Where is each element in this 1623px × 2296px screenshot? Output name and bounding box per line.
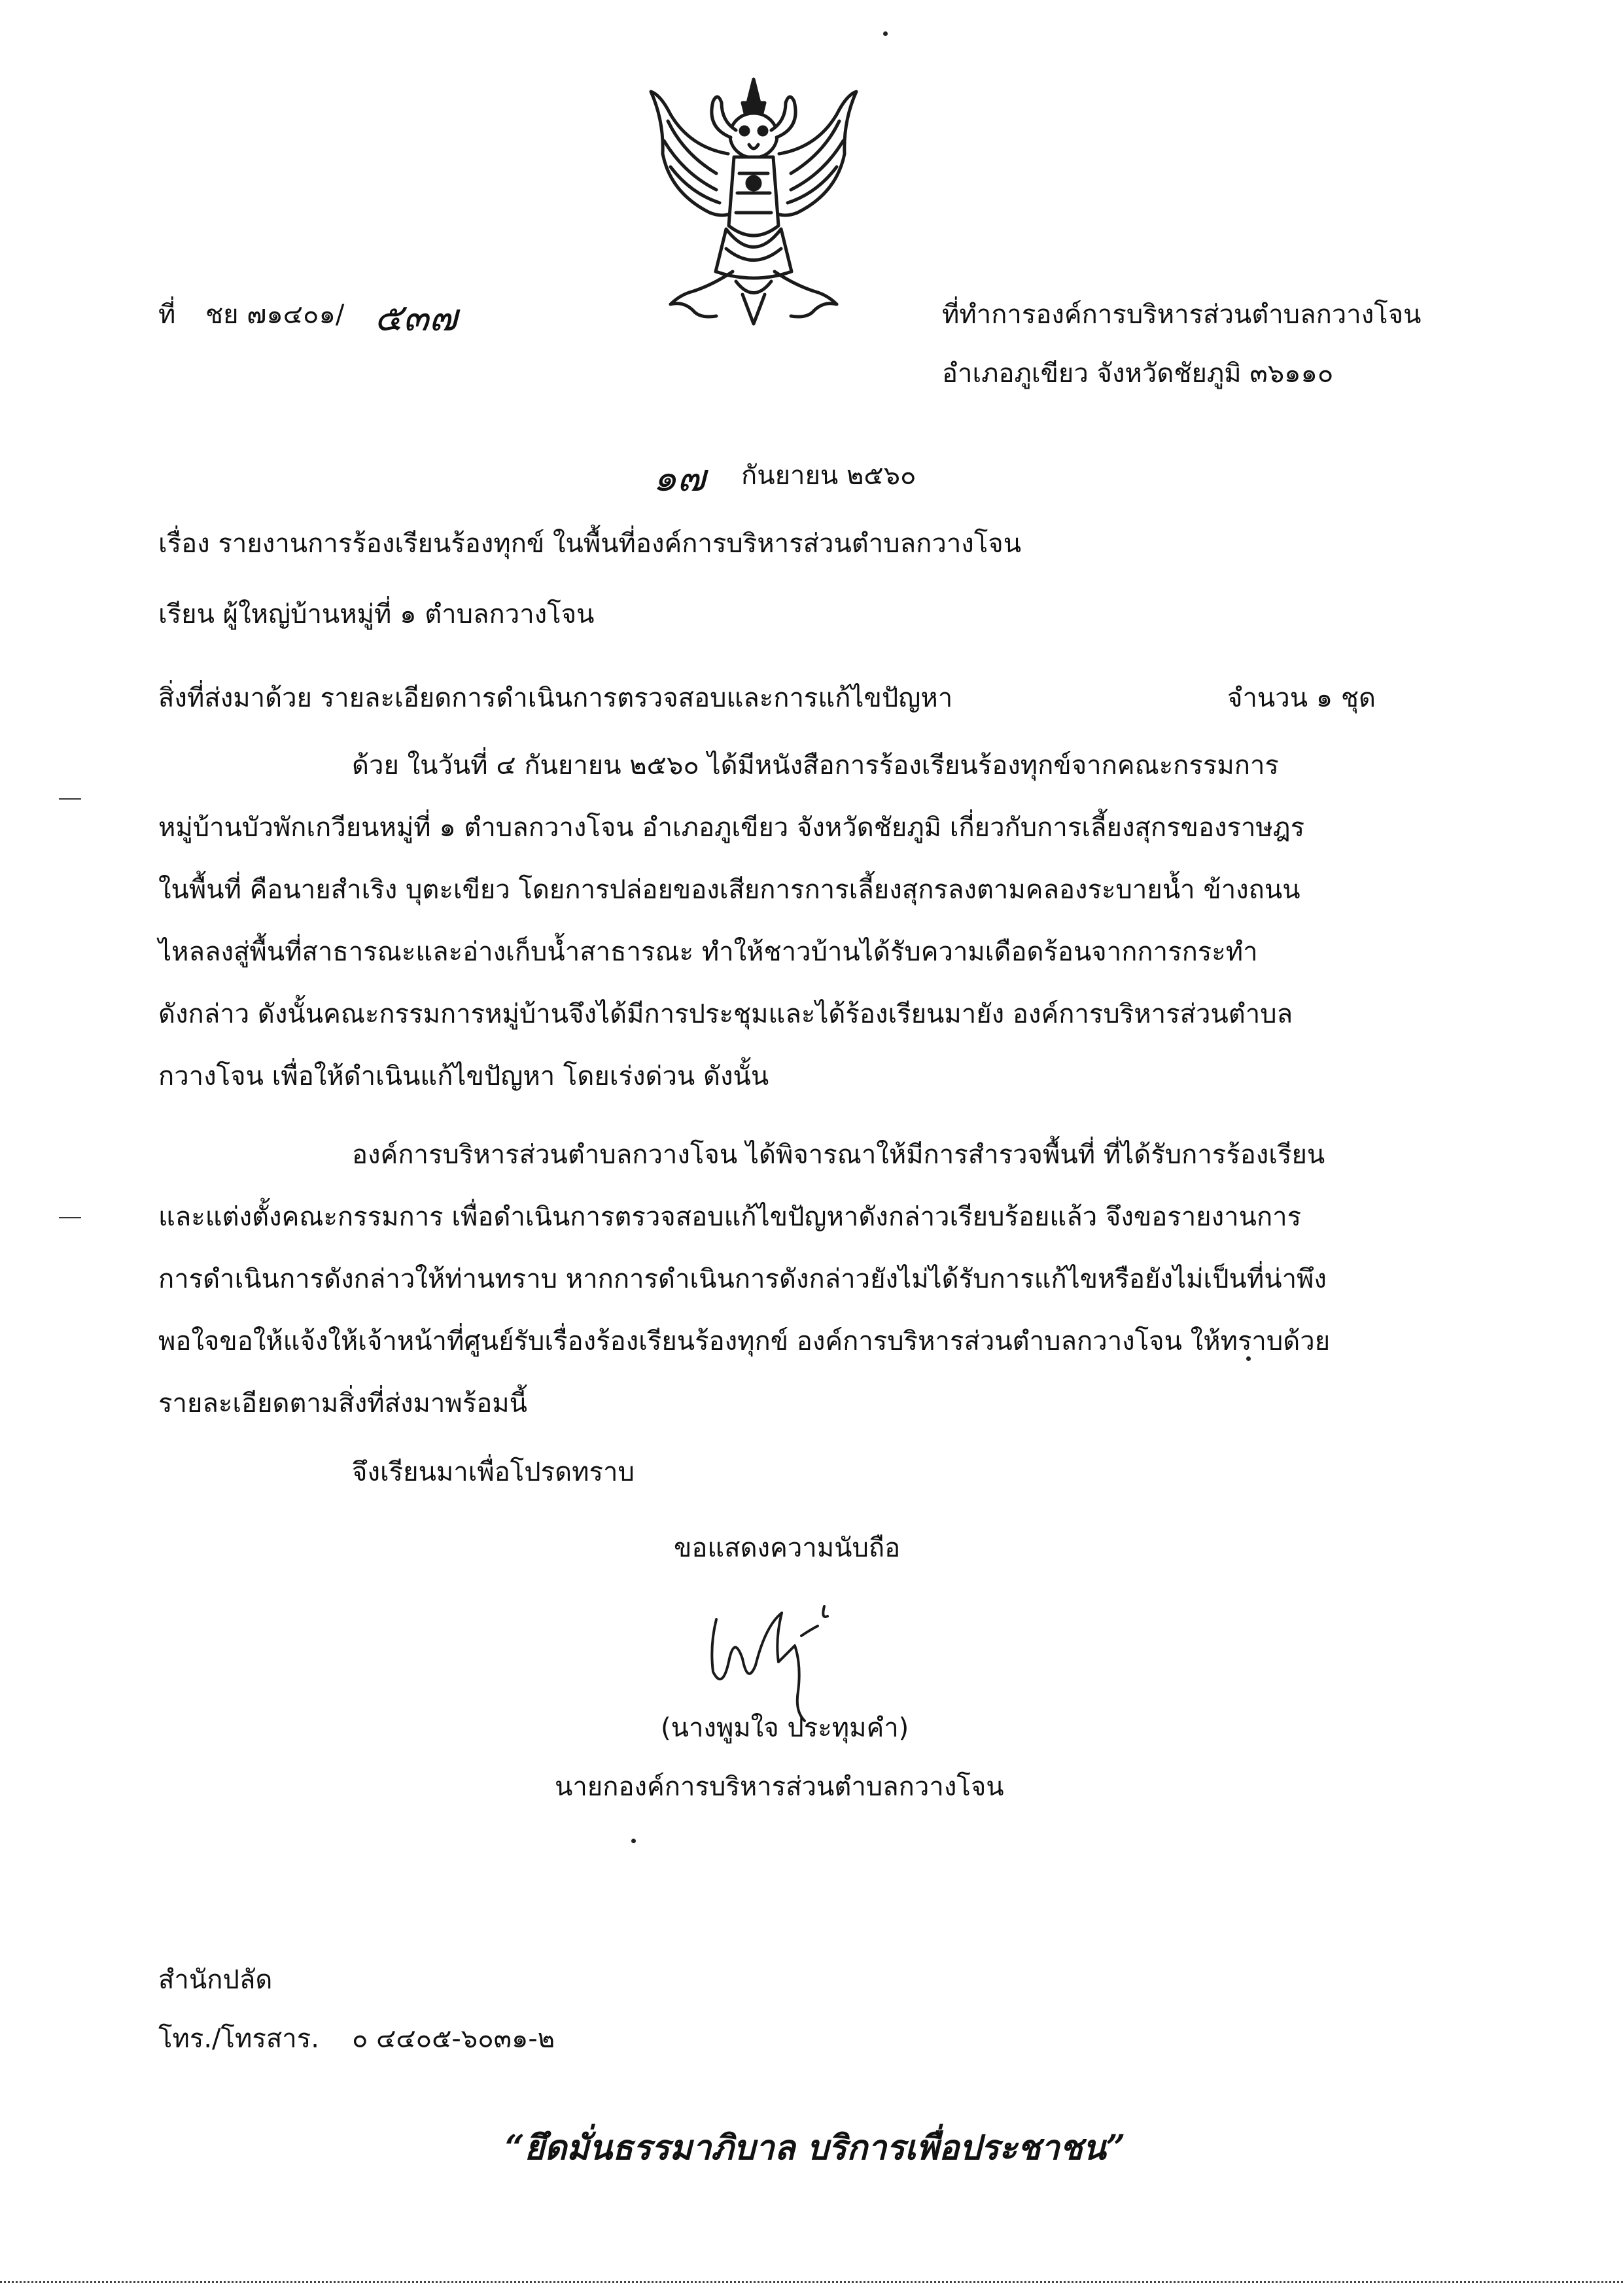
paragraph-line: พอใจขอให้แจ้งให้เจ้าหน้าที่ศูนย์รับเรื่องร้องเรียนร้องทุกข์ องค์การบริหารส่วนตำบลกวางโจน ให้ทราบด้วย [158,1326,1331,1356]
phone-number: ๐ ๔๔๐๕-๖๐๓๑-๒ [352,2024,555,2054]
office-address: อำเภอภูเขียว จังหวัดชัยภูมิ ๓๖๑๑๐ [942,359,1334,389]
scan-mark [59,798,81,800]
paragraph-line: ดังกล่าว ดังนั้นคณะกรรมการหมู่บ้านจึงได้มีการประชุมและได้ร้องเรียนมายัง องค์การบริหารส่วนตำบล [158,999,1293,1029]
phone-label: โทร./โทรสาร. [158,2024,319,2054]
ref-handwritten-number: ๕๓๗ [374,295,458,340]
enclosure-line: สิ่งที่ส่งมาด้วย รายละเอียดการดำเนินการตรวจสอบและการแก้ไขปัญหา [158,683,953,713]
scan-speck [631,1839,636,1843]
paragraph-line: ไหลลงสู่พื้นที่สาธารณะและอ่างเก็บน้ำสาธารณะ ทำให้ชาวบ้านได้รับความเดือดร้อนจากการกระทำ [158,937,1258,967]
department-label: สำนักปลัด [158,1965,273,1995]
paragraph-line: ด้วย ในวันที่ ๔ กันยายน ๒๕๖๐ ได้มีหนังสือการร้องเรียนร้องทุกข์จากคณะกรรมการ [352,751,1279,781]
paragraph-line: องค์การบริหารส่วนตำบลกวางโจน ได้พิจารณาให้มีการสำรวจพื้นที่ ที่ได้รับการร้องเรียน [352,1140,1325,1170]
paragraph-line: ในพื้นที่ คือนายสำเริง บุตะเขียว โดยการปล่อยของเสียการการเลี้ยงสุกรลงตามคลองระบายน้ำ ข้างถนน [158,875,1300,905]
ref-label: ที่ [158,300,176,330]
slogan: “ยึดมั่นธรรมาภิบาล บริการเพื่อประชาชน” [505,2128,1126,2168]
paragraph-line: รายละเอียดตามสิ่งที่ส่งมาพร้อมนี้ [158,1388,527,1419]
page-bottom-border [0,2281,1623,2283]
ref-number: ชย ๗๑๔๐๑/ [205,300,345,330]
scan-speck [1246,1356,1251,1361]
subject-line: เรื่อง รายงานการร้องเรียนร้องทุกข์ ในพื้นที่องค์การบริหารส่วนตำบลกวางโจน [158,529,1022,559]
date-month-year: กันยายน ๒๕๖๐ [741,461,916,491]
paragraph-line: การดำเนินการดังกล่าวให้ท่านทราบ หากการดำเนินการดังกล่าวยังไม่ได้รับการแก้ไขหรือยังไม่เป็นที่น่าพึง [158,1264,1327,1294]
complimentary-close: ขอแสดงความนับถือ [674,1533,901,1563]
garuda-emblem-icon [644,75,864,334]
scan-speck [883,31,888,36]
salutation: เรียน ผู้ใหญ่บ้านหมู่ที่ ๑ ตำบลกวางโจน [158,599,595,629]
closing-request: จึงเรียนมาเพื่อโปรดทราบ [352,1457,635,1487]
signatory-name: (นางพูมใจ ประทุมคำ) [661,1713,909,1743]
paragraph-line: และแต่งตั้งคณะกรรมการ เพื่อดำเนินการตรวจสอบแก้ไขปัญหาดังกล่าวเรียบร้อยแล้ว จึงขอรายงานการ [158,1202,1302,1232]
paragraph-line: กวางโจน เพื่อให้ดำเนินแก้ไขปัญหา โดยเร่งด่วน ดังนั้น [158,1061,769,1091]
handwritten-signature [703,1600,854,1731]
signatory-position: นายกองค์การบริหารส่วนตำบลกวางโจน [555,1772,1004,1802]
office-name: ที่ทำการองค์การบริหารส่วนตำบลกวางโจน [942,300,1422,330]
paragraph-line: หมู่บ้านบัวพักเกวียนหมู่ที่ ๑ ตำบลกวางโจน อำเภอภูเขียว จังหวัดชัยภูมิ เกี่ยวกับการเลี้ยงสุกรของราษฎร [158,813,1305,843]
enclosure-count: จำนวน ๑ ชุด [1227,683,1376,713]
date-day-handwritten: ๑๗ [653,455,706,500]
scan-mark [59,1217,81,1218]
